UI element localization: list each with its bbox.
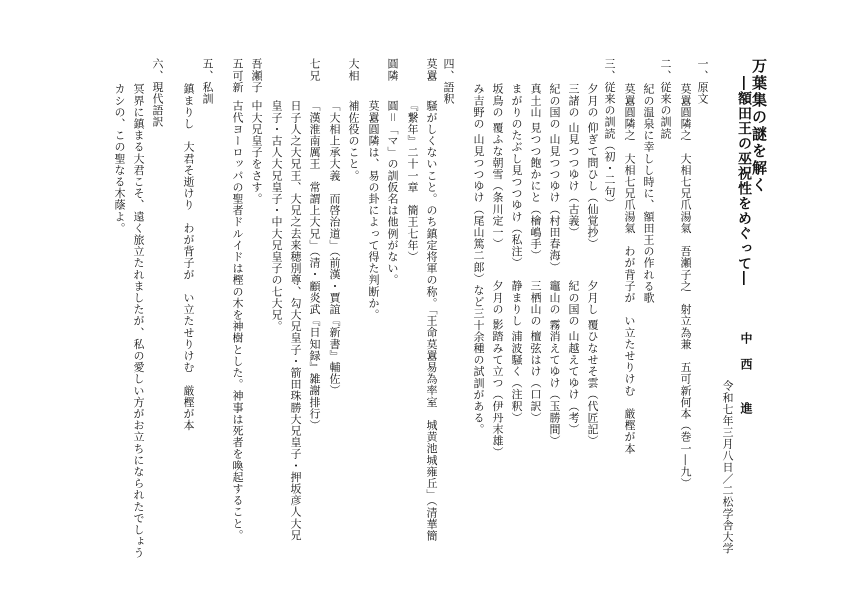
section-2-line-1: 紀の温泉に幸しし時に、額田王の作れる歌 <box>642 83 655 304</box>
section-3-heading: 三、従来の訓読（初・二句） <box>603 58 616 209</box>
section-5-heading: 五、私訓 <box>201 58 214 105</box>
section-3-reading-b6: 夕月の 影踏みて立つ（伊丹末雄） <box>491 280 504 459</box>
section-5-private-reading: 鎮まりし 大君そ逝けり わが背子が い立たせりけむ 厳樫が本 <box>182 83 195 431</box>
term-label-gokashin: 五可新 <box>231 58 244 93</box>
term-text-shichikei-3: 皇子・古人大兄皇子・中大兄皇子の七大兄。 <box>270 100 283 332</box>
section-3-reading-b1: 夕月し 覆ひなせそ雲（代匠記） <box>586 280 599 447</box>
term-label-shichikei: 七兄 <box>308 58 321 82</box>
term-text-moukou-cont: 『繋年』二十一章 簡王七年） <box>406 100 419 263</box>
section-3-reading-a6: 坂鳥の 覆ふな朝雪（条川定一） <box>491 83 504 250</box>
section-1-heading: 一、原文 <box>696 58 709 105</box>
term-label-moukou: 莫囂 <box>425 58 438 82</box>
term-text-taisou-1: 補佐役のこと。 <box>347 100 360 182</box>
section-6-translation-line-1: 冥界に鎮まる大君こそ、遠く旅立たれましたが、私の愛しい方がお立ちになられたでしょう <box>132 83 145 559</box>
section-3-reading-b3: 竈山の 霧消えてゆけ（玉勝間） <box>548 280 561 447</box>
section-6-translation-line-2: カシの、この聖なる木蔭よ。 <box>113 83 126 234</box>
date-affiliation: 令和七年三月八日／二松学舎大学 <box>721 380 734 554</box>
term-text-gokashin: 古代ヨーロッパの聖者ドルイドは樫の木を神樹とした。神事は死者を喚起すること。 <box>231 100 244 541</box>
section-2-line-2: 莫囂圓隣之 大相七兄爪湯氣 わが背子が い立たせりけむ 厳樫が本 <box>623 83 636 455</box>
section-3-reading-a3: 紀の国の 山見つつゆけ（村田春海） <box>548 83 561 273</box>
section-3-reading-a4: 真土山 見つつ飽かにと（檜嶋手） <box>529 83 542 262</box>
section-3-reading-b4: 三栖山の 檀弦はけ（口訳） <box>529 280 542 424</box>
term-text-enrin-1: 圓＝「マ」の訓仮名は他例がない。 <box>386 100 399 286</box>
section-4-heading: 四、語釈 <box>442 58 455 105</box>
term-text-shichikei-1: 「漢淮南厲王 常謂上大兄」（清・顧炎武『日知録』雑謝排行） <box>308 100 321 431</box>
term-label-goseko: 吾瀬子 <box>250 58 263 93</box>
section-3-last-line: み吉野の 山見つつゆけ（尾山篤二郎）など三十余種の試訓がある。 <box>472 83 485 436</box>
term-text-goseko: 中大兄皇子をさす。 <box>250 100 263 205</box>
document-title: 万葉集の謎を解く <box>750 58 768 194</box>
section-3-reading-b5: 静まりし 浦波騒く（注釈） <box>510 280 523 424</box>
term-label-enrin: 圓隣 <box>386 58 399 82</box>
author-name: 中西 進 <box>739 332 753 429</box>
section-3-reading-a2: 三諸の 山見つつゆけ（古義） <box>567 83 580 238</box>
term-text-enrin-2: 莫囂圓隣は、易の卦によって得た判断か。 <box>367 100 380 321</box>
section-2-heading: 二、従来の訓読 <box>659 58 672 140</box>
term-text-taisou-2: 「大相上承大義 而啓治道」（前漢・賈誼『新書』輔佐） <box>328 100 341 397</box>
section-1-original-text: 莫囂圓隣之 大相七兄爪湯氣 吾瀬子之 射立為兼 五可新何本（巻一―九） <box>679 83 692 489</box>
term-text-shichikei-2: 日子人之大兄王、大兄之去来穂別尊、勾大兄皇子・箭田珠勝大兄皇子・押坂彦人大兄 <box>289 100 302 541</box>
section-6-heading: 六、現代語訳 <box>151 58 164 128</box>
section-3-reading-a5: まがりのたぶし見つつゆけ（私注） <box>510 83 523 269</box>
term-text-moukou: 騒がしくないこと。のち鎮定将軍の称。「王命莫囂易為率室 城黄池城雍丘」（清華簡 <box>425 100 438 542</box>
section-3-reading-a1: 夕月の 仰ぎて問ひし（仙覚抄） <box>586 83 599 250</box>
section-3-reading-b2: 紀の国の 山越えてゆけ（考） <box>567 280 580 435</box>
document-subtitle: ―額田王の巫祝性をめぐって― <box>736 76 752 286</box>
term-label-taisou: 大相 <box>347 58 360 82</box>
